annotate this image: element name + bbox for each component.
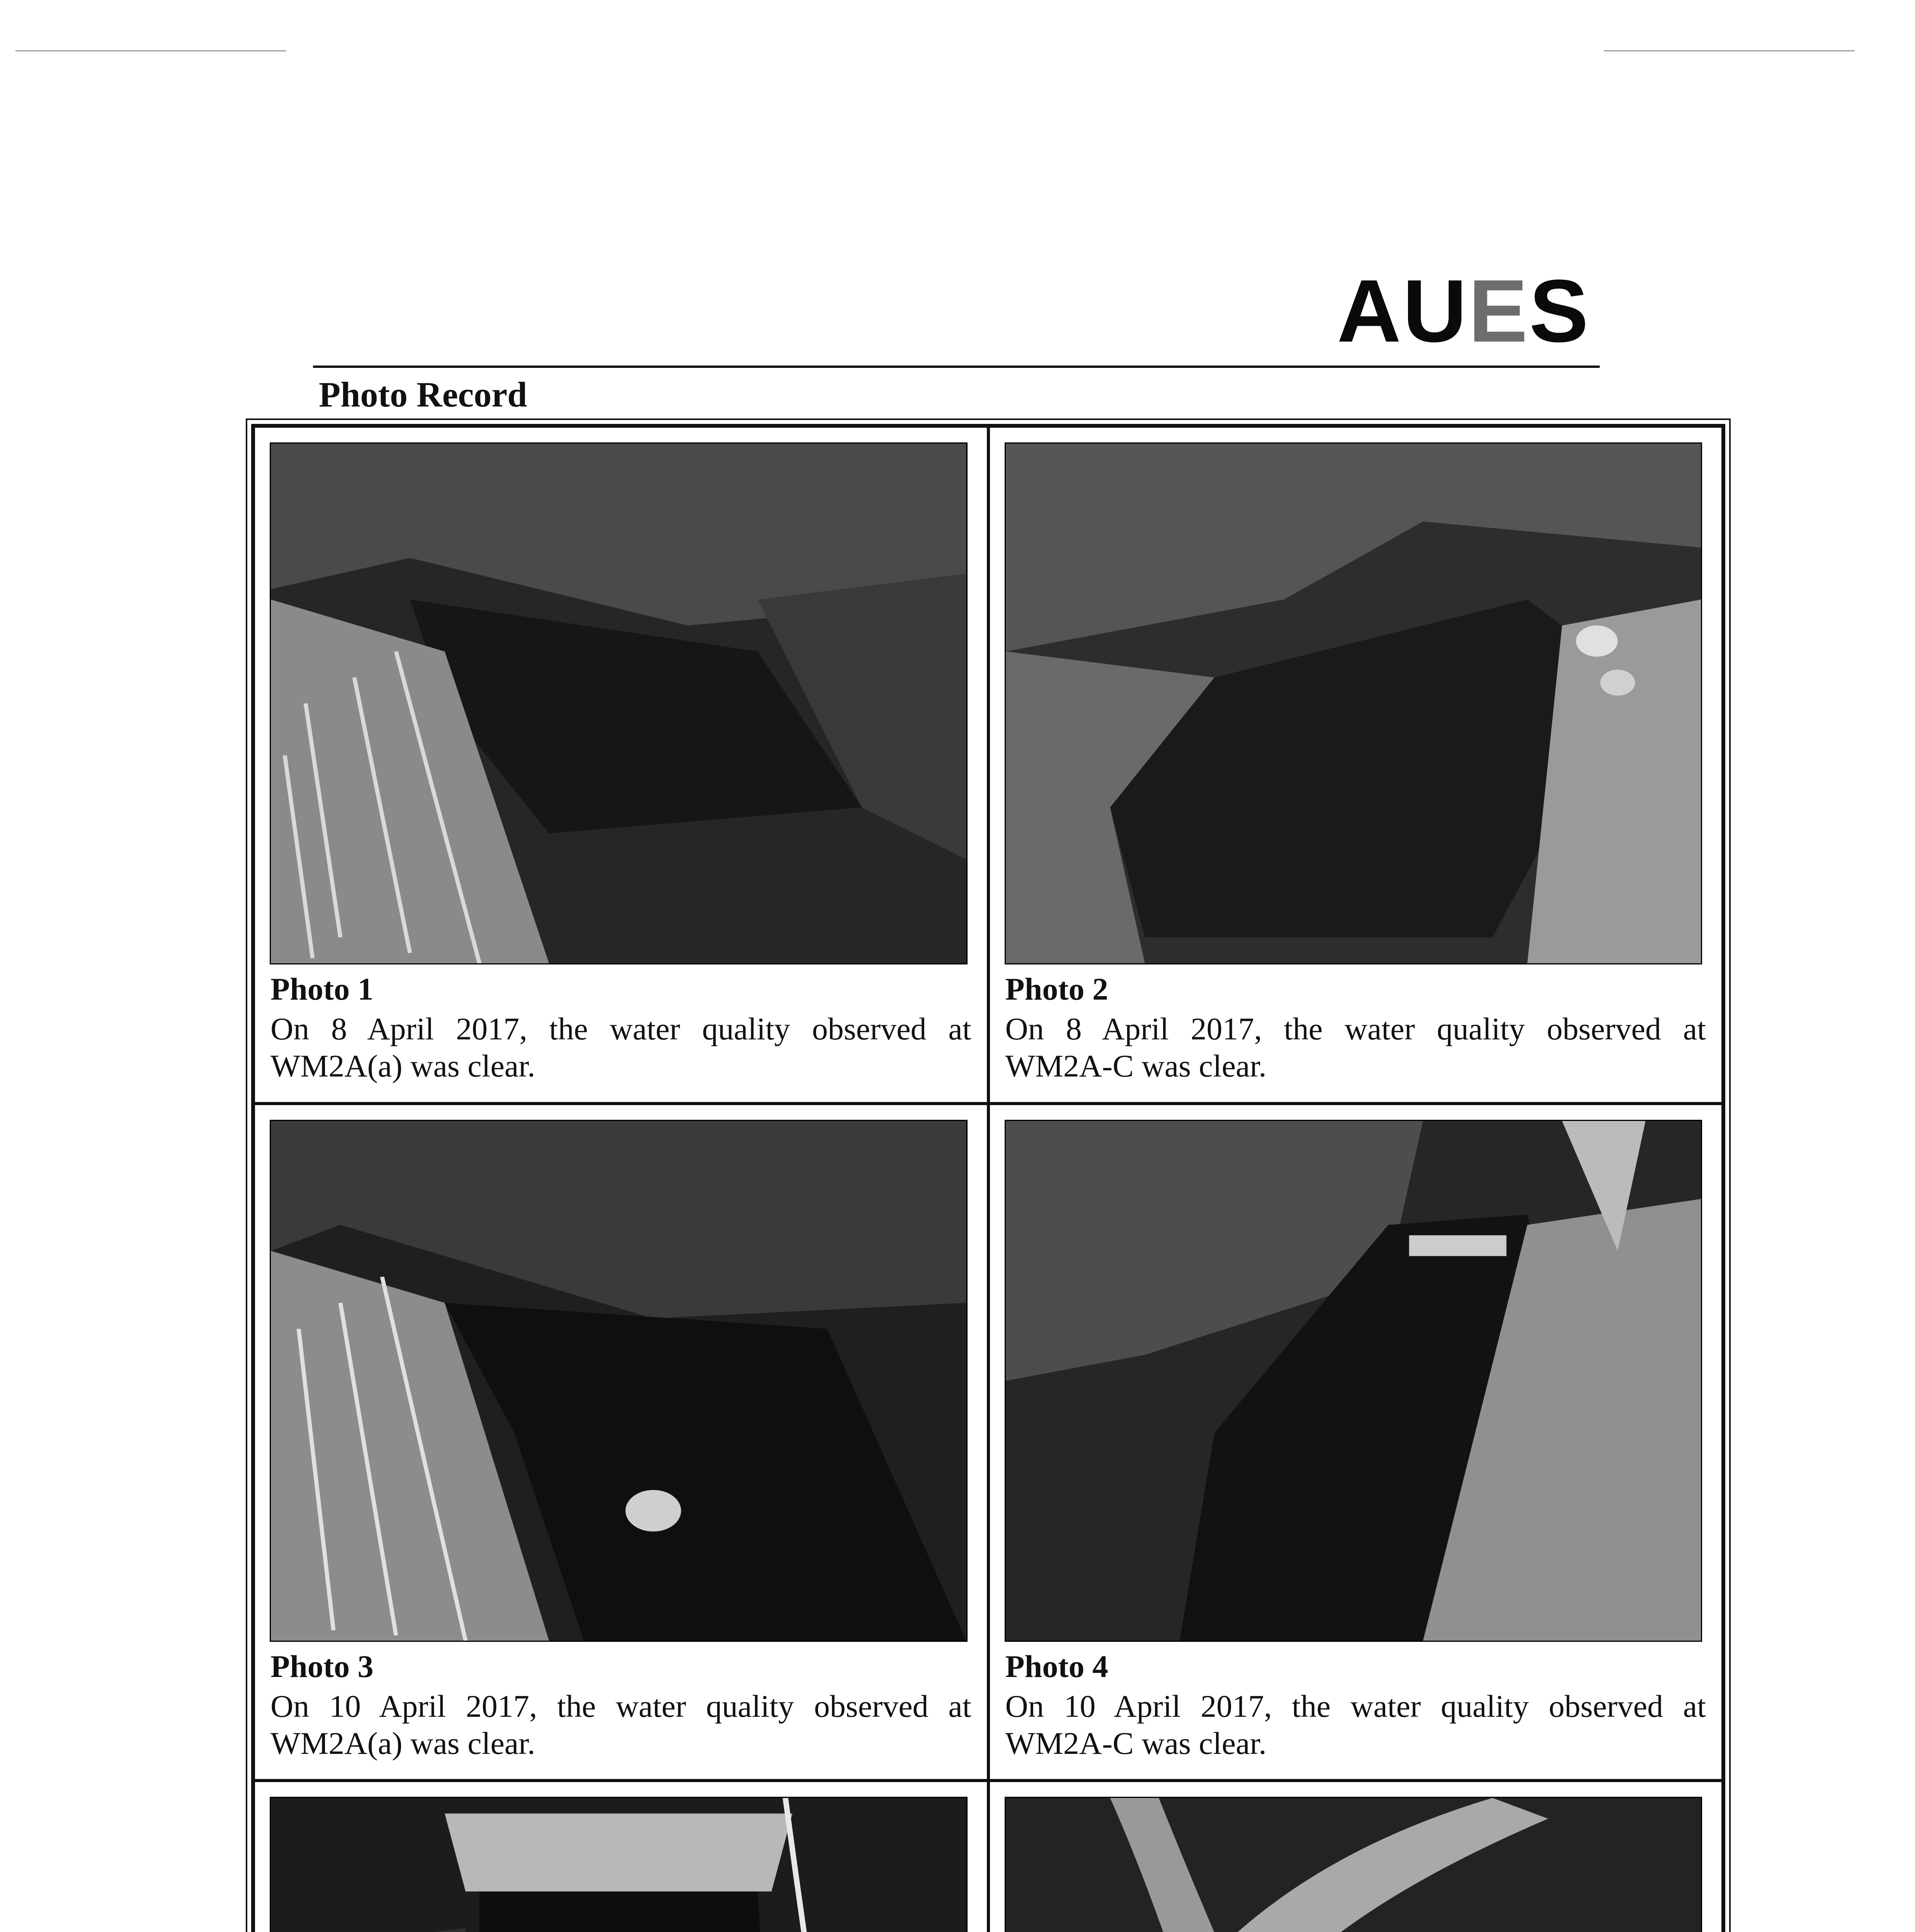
photo-cell (988, 1781, 1723, 1932)
photo-stream-grass (270, 442, 968, 964)
photo-stream-bank (1005, 1120, 1702, 1642)
photo-caption: On 8 April 2017, the water quality observed at WM2A-C was clear. (1005, 1011, 1706, 1083)
photo-record-table (251, 424, 1725, 1932)
photo-title: Photo 4 (1005, 1648, 1108, 1684)
scan-artifact-line (1604, 50, 1855, 51)
photo-caption: On 10 April 2017, the water quality observed at WM2A-C was clear. (1005, 1688, 1706, 1761)
photo-stream-grass (270, 1120, 968, 1642)
aues-logo: AUES (1337, 261, 1590, 361)
photo-caption: On 10 April 2017, the water quality observed at WM2A(a) was clear. (270, 1688, 971, 1761)
photo-cell (988, 1104, 1723, 1781)
photo-stream-bank (1005, 442, 1702, 964)
photo-cell (253, 426, 988, 1104)
photo-caption: On 8 April 2017, the water quality observed at WM2A(a) was clear. (270, 1011, 971, 1083)
photo-concrete-channel (270, 1797, 968, 1932)
photo-title: Photo 3 (270, 1648, 374, 1684)
photo-tree-stream (1005, 1797, 1702, 1932)
photo-cell (988, 426, 1723, 1104)
header-divider (313, 366, 1600, 368)
photo-title: Photo 2 (1005, 971, 1108, 1007)
section-title: Photo Record (319, 375, 527, 414)
photo-cell (253, 1104, 988, 1781)
photo-title: Photo 1 (270, 971, 374, 1007)
photo-cell (253, 1781, 988, 1932)
scan-artifact-line (15, 50, 286, 51)
